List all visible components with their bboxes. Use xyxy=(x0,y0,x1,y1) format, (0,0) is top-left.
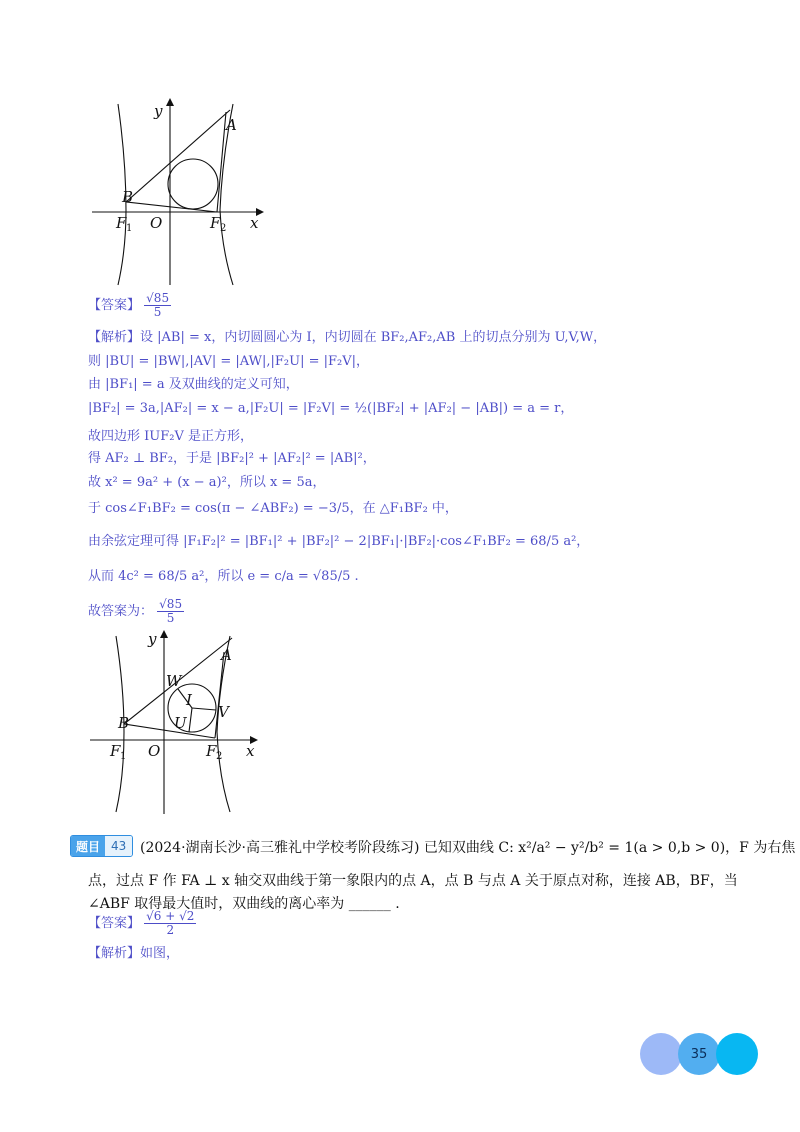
label-w: W xyxy=(166,672,182,690)
radius-iu xyxy=(189,708,192,732)
label-f2: F xyxy=(210,214,221,232)
question-line-2: 点，过点 F 作 FA ⊥ x 轴交双曲线于第一象限内的点 A，点 B 与点 A 关于原点对称，连接 AB，BF，当 xyxy=(88,873,738,889)
analysis-1-line-3: 由 |BF₁| = a 及双曲线的定义可知， xyxy=(88,377,299,392)
question-line-3: ∠ABF 取得最大值时，双曲线的离心率为 ______ . xyxy=(88,896,400,912)
label-o: O xyxy=(148,742,161,760)
page-deco-circle-3 xyxy=(716,1033,758,1075)
analysis-1-line-8: 于 cos∠F₁BF₂ = cos(π − ∠ABF₂) = −3/5，在 △F₁BF₂ 中， xyxy=(88,501,458,516)
figure-1-svg xyxy=(90,100,270,290)
label-u: U xyxy=(174,714,187,732)
analysis-1-final-text: 故答案为： xyxy=(88,604,154,620)
incircle xyxy=(168,159,218,209)
answer-1-fraction xyxy=(144,292,171,319)
page-deco-circle-1 xyxy=(640,1033,682,1075)
figure-2-svg xyxy=(88,632,268,817)
analysis-1-final-numerator: √85 xyxy=(159,597,183,611)
answer-1-numerator: √85 xyxy=(146,291,170,305)
question-badge xyxy=(70,835,133,857)
label-f1-sub: 1 xyxy=(120,751,127,762)
label-a: A xyxy=(221,646,232,664)
analysis-1-line-1: 【解析】设 |AB| = x，内切圆圆心为 I，内切圆在 BF₂,AF₂,AB 上的切点分别为 U,V,W， xyxy=(88,330,607,345)
label-f1: F xyxy=(116,214,127,232)
page-number: 35 xyxy=(690,1046,708,1062)
label-v: V xyxy=(218,703,229,721)
analysis-1-final-denominator: 5 xyxy=(166,611,175,626)
question-line-1: (2024·湖南长沙·高三雅礼中学校考阶段练习) 已知双曲线 C: x²/a² − y²/b² = 1(a > 0,b > 0)，F 为右焦 xyxy=(140,840,796,856)
line-bf2 xyxy=(124,724,215,738)
label-f1-sub: 1 xyxy=(126,223,133,234)
analysis-1-line-10: 从而 4c² = 68/5 a²，所以 e = c/a = √85/5 . xyxy=(88,569,359,584)
question-badge-label: 题目 xyxy=(71,836,105,856)
analysis-1-line-7: 故 x² = 9a² + (x − a)²，所以 x = 5a， xyxy=(88,475,326,490)
answer-2-numerator: √6 + √2 xyxy=(146,909,195,923)
label-x: x xyxy=(250,214,259,232)
label-f2-sub: 2 xyxy=(220,223,227,234)
label-f2-sub: 2 xyxy=(216,751,223,762)
hyperbola-figure-2 xyxy=(88,632,268,817)
label-y: y xyxy=(154,102,163,120)
analysis-1-line-6: 得 AF₂ ⊥ BF₂，于是 |BF₂|² + |AF₂|² = |AB|²， xyxy=(88,451,376,466)
analysis-1-final xyxy=(88,598,184,625)
analysis-1-line-5: 故四边形 IUF₂V 是正方形， xyxy=(88,429,253,444)
answer-1 xyxy=(88,292,171,319)
label-i: I xyxy=(186,691,192,709)
answer-2-fraction xyxy=(144,910,196,937)
answer-2-denominator: 2 xyxy=(166,923,175,938)
label-b: B xyxy=(118,714,130,732)
label-b: B xyxy=(122,188,134,206)
label-f1: F xyxy=(110,742,121,760)
label-y: y xyxy=(148,630,157,648)
analysis-1-line-4: |BF₂| = 3a,|AF₂| = x − a,|F₂U| = |F₂V| = ½(|BF₂| + |AF₂| − |AB|) = a = r， xyxy=(88,401,574,416)
analysis-1-line-2: 则 |BU| = |BW|,|AV| = |AW|,|F₂U| = |F₂V|， xyxy=(88,354,370,369)
line-af2 xyxy=(217,112,226,212)
answer-2 xyxy=(88,910,196,937)
label-a: A xyxy=(226,116,237,134)
label-f2: F xyxy=(206,742,217,760)
answer-2-label: 【答案】 xyxy=(88,916,141,932)
question-badge-number: 43 xyxy=(105,836,132,856)
answer-1-denominator: 5 xyxy=(153,305,162,320)
line-ab xyxy=(126,110,230,202)
analysis-1-final-fraction xyxy=(157,598,184,625)
answer-1-label: 【答案】 xyxy=(88,298,141,314)
analysis-2: 【解析】如图， xyxy=(88,946,180,961)
label-x: x xyxy=(246,742,255,760)
analysis-1-line-9: 由余弦定理可得 |F₁F₂|² = |BF₁|² + |BF₂|² − 2|BF₁|·|BF₂|·cos∠F₁BF₂ = 68/5 a²， xyxy=(88,534,590,549)
line-af2 xyxy=(215,652,224,738)
hyperbola-figure-1 xyxy=(90,100,270,290)
label-o: O xyxy=(150,214,163,232)
radius-iv xyxy=(192,708,216,710)
